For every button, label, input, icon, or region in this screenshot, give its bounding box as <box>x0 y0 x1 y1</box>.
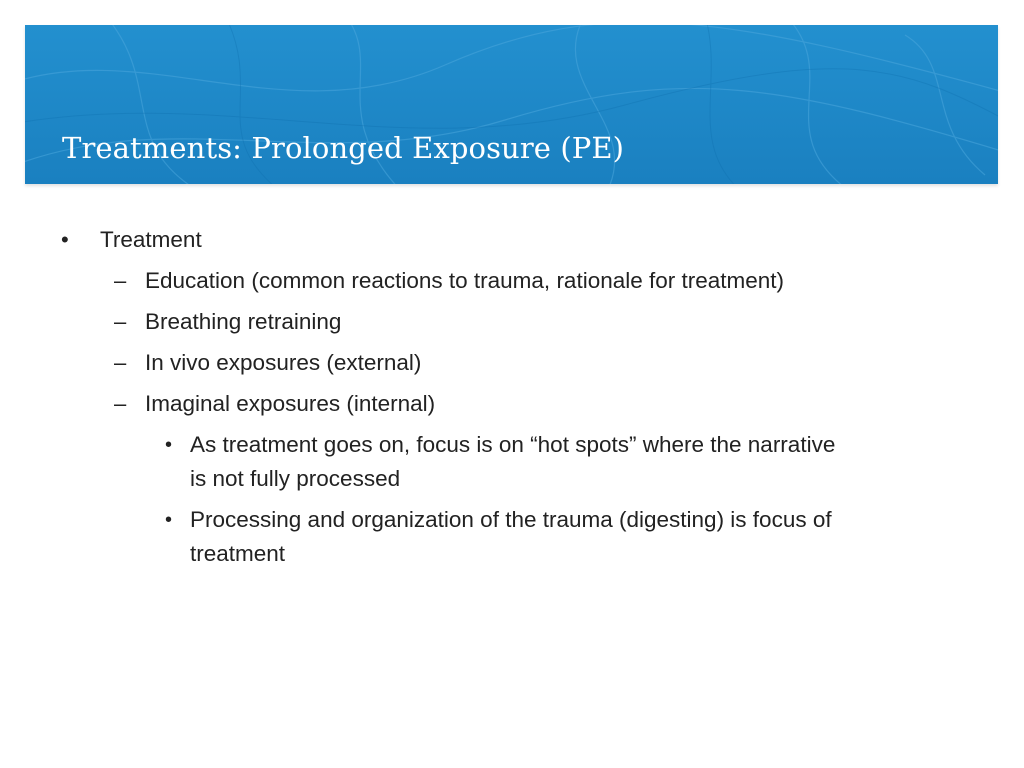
sub-sub-bullet-text-continued: treatment <box>190 541 286 566</box>
sub-sub-bullet-marker: • <box>165 509 173 531</box>
sub-sub-bullet-text: As treatment goes on, focus is on “hot spots” where the narrative <box>190 432 836 457</box>
dash-marker: – <box>114 309 127 334</box>
bullet-text: Treatment <box>100 227 202 252</box>
dash-marker: – <box>114 391 127 416</box>
sub-sub-bullet-text: Processing and organization of the trauma (digesting) is focus of <box>190 507 832 532</box>
dash-marker: – <box>114 350 127 375</box>
sub-sub-bullet-text-continued: is not fully processed <box>190 466 401 491</box>
bullet-marker: • <box>61 227 69 252</box>
dash-marker: – <box>114 268 127 293</box>
sub-bullet-text: Breathing retraining <box>145 309 342 334</box>
sub-bullet-text: Education (common reactions to trauma, rationale for treatment) <box>145 268 785 293</box>
title-banner <box>25 25 998 184</box>
sub-bullet-text: Imaginal exposures (internal) <box>145 391 436 416</box>
sub-sub-bullet-marker: • <box>165 434 173 456</box>
page-title: Treatments: Prolonged Exposure (PE) <box>62 131 625 165</box>
sub-bullet-text: In vivo exposures (external) <box>145 350 422 375</box>
